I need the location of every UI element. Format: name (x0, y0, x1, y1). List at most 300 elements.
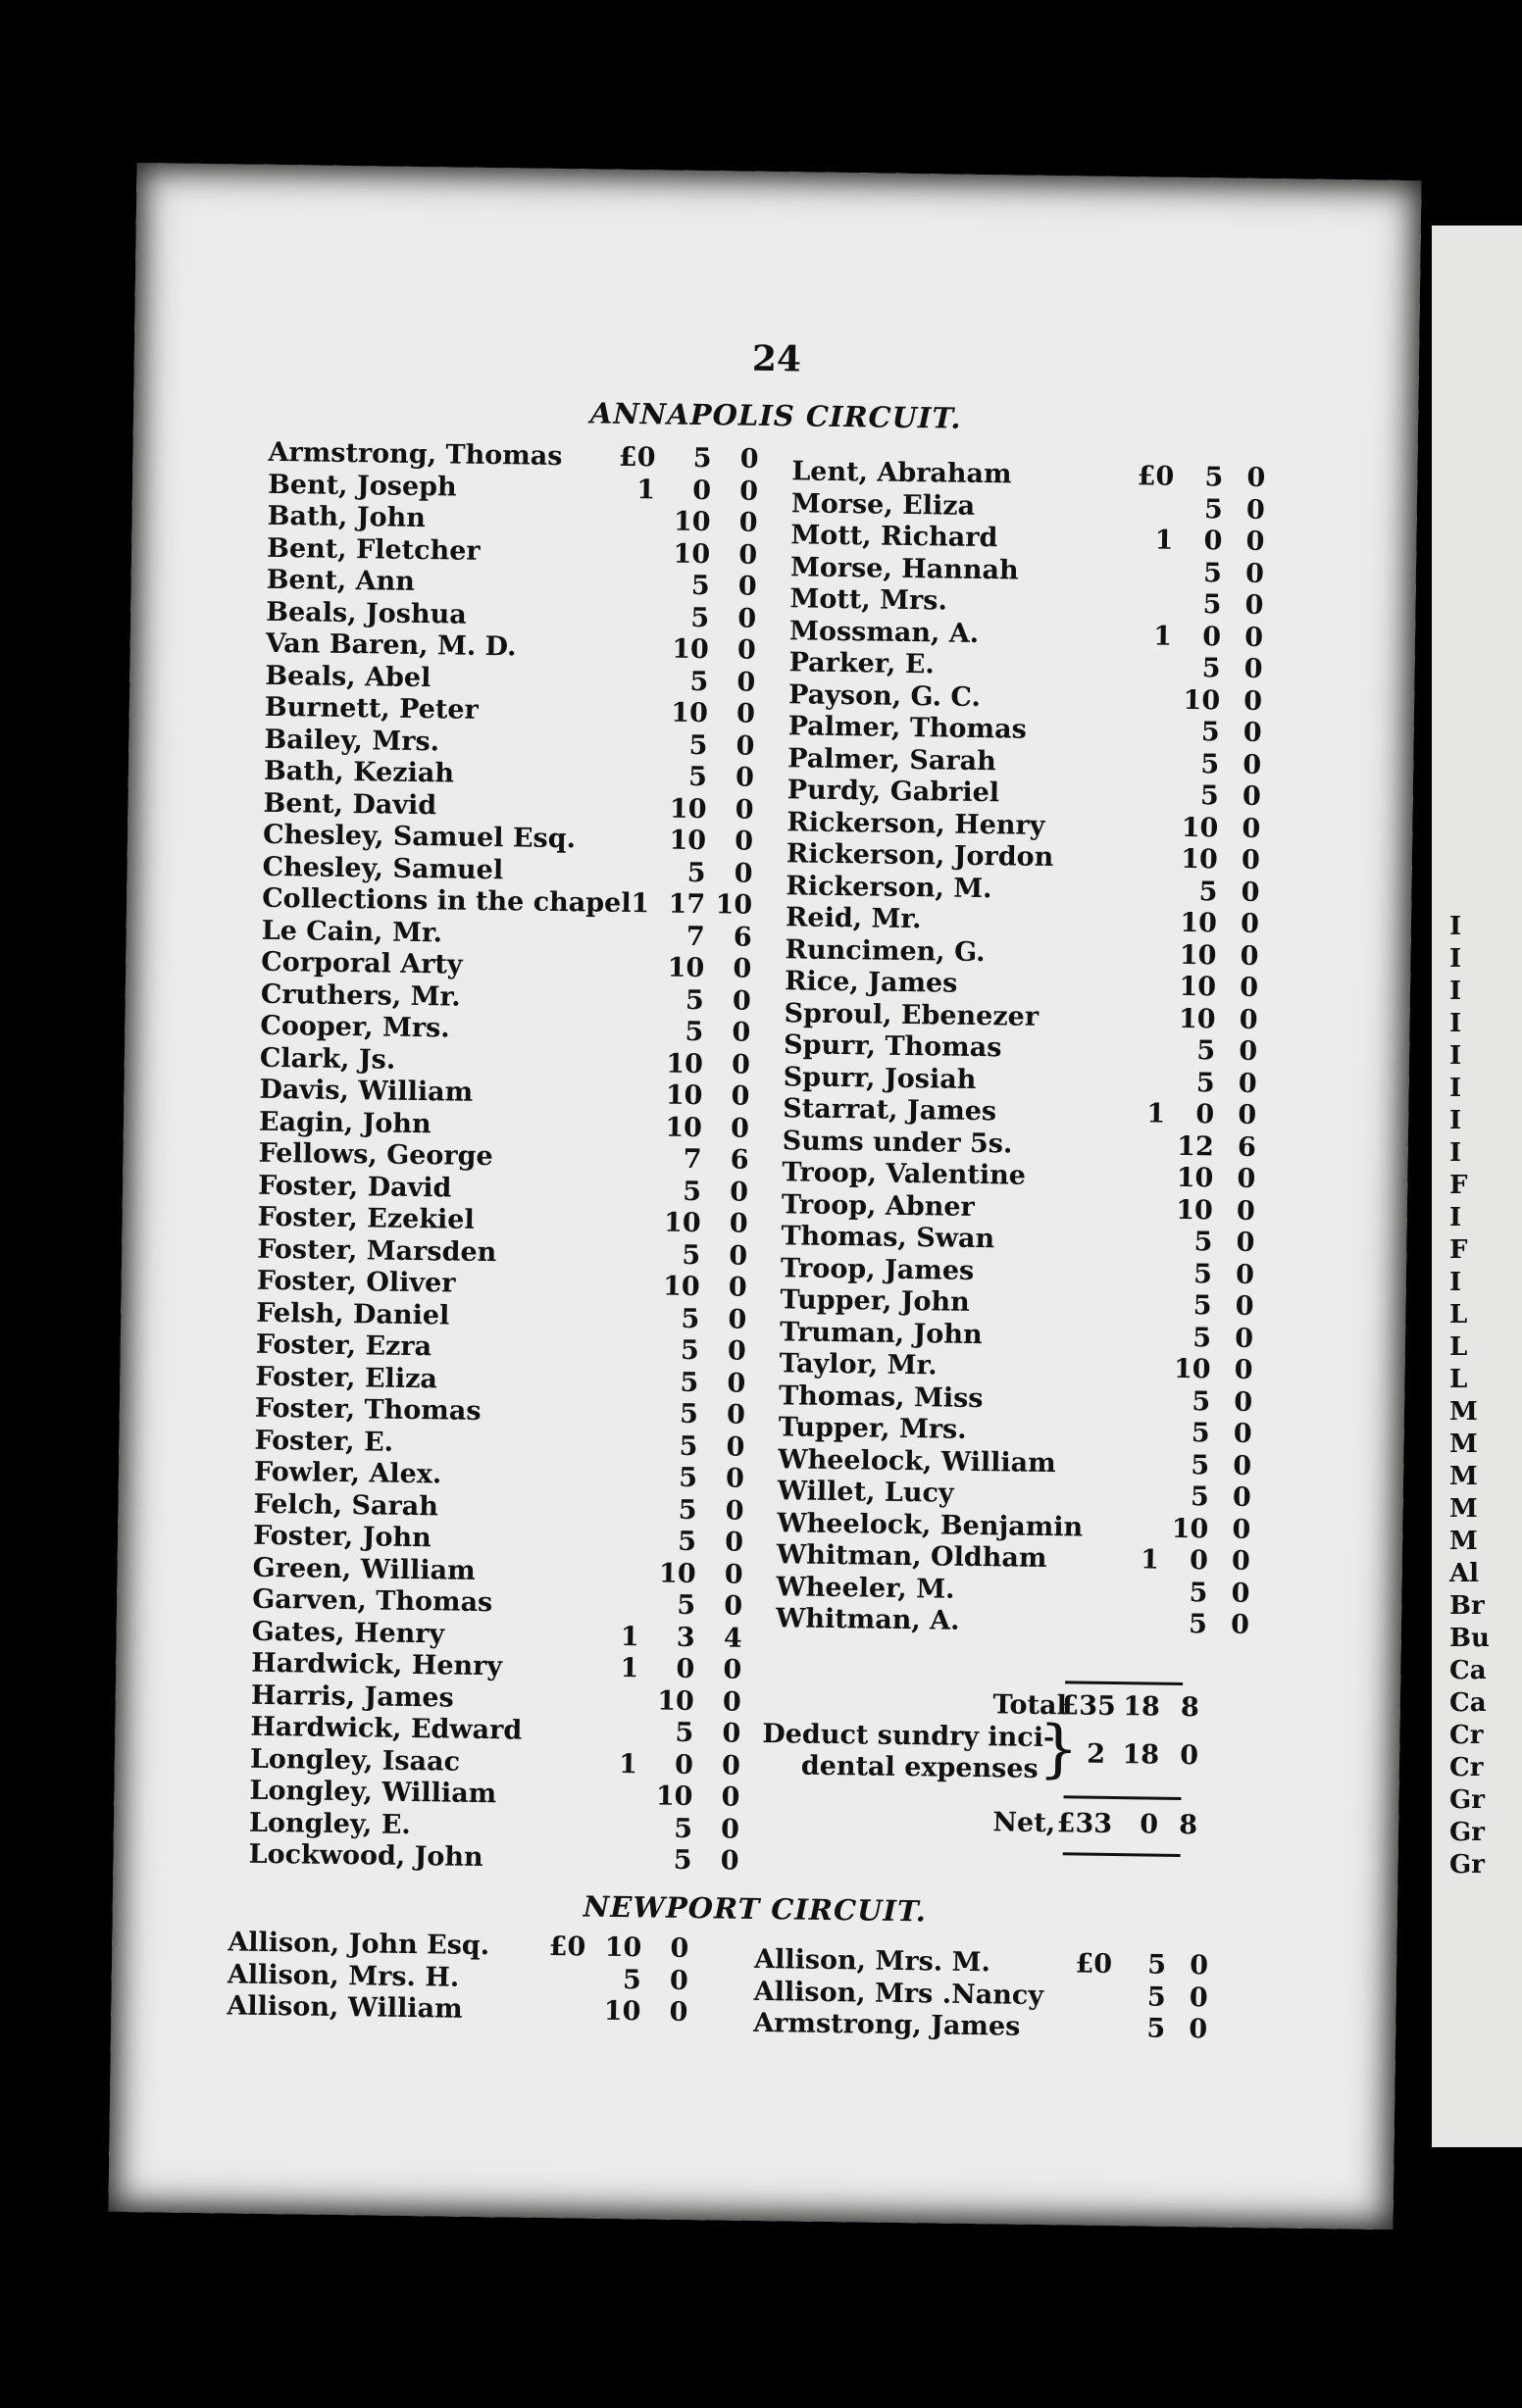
adjacent-page-letter: Br (1449, 1591, 1485, 1621)
amount-shillings: 10 (603, 1995, 641, 2028)
amount-shillings: 5 (1196, 1035, 1216, 1067)
subscriber-name: Troop, James (780, 1252, 975, 1286)
amount-shillings: 5 (1147, 1949, 1167, 1981)
net-shillings: 0 (1140, 1809, 1159, 1840)
deduct-pence: 0 (1180, 1739, 1199, 1772)
amount-pounds (587, 792, 651, 793)
amount-shillings: 10 (657, 1685, 695, 1717)
amount-pence: 0 (736, 634, 756, 666)
subscriber-name: Rice, James (784, 966, 958, 999)
total-label: Total (992, 1689, 1067, 1722)
amount-shillings: 5 (1198, 876, 1218, 907)
amount-shillings: 0 (1189, 1545, 1209, 1577)
newport-circuit-title: NEWPORT CIRCUIT. (583, 1889, 928, 1929)
amount-shillings: 10 (1179, 939, 1217, 971)
annapolis-left-column (248, 436, 759, 1878)
subscriber-name: Rickerson, Henry (786, 806, 1045, 841)
subscriber-name: Whitman, Oldham (776, 1539, 1047, 1575)
amount-pounds (590, 569, 654, 570)
amount-shillings: 10 (1176, 1194, 1214, 1226)
amount-shillings: 5 (1200, 748, 1220, 779)
deduct-line-1: Deduct sundry inci- (762, 1719, 1055, 1754)
amount-pence: 0 (1243, 717, 1262, 749)
amount-pence: 0 (1235, 1290, 1254, 1322)
amount-shillings: 5 (690, 602, 710, 633)
subscriber-name: Foster, Ezra (255, 1329, 432, 1363)
adjacent-page-edge (1432, 226, 1522, 2147)
amount-pounds (1091, 1576, 1159, 1577)
amount-shillings: 5 (1188, 1609, 1208, 1640)
subscriber-name: Garven, Thomas (251, 1583, 493, 1619)
amount-pounds (1052, 2012, 1111, 2013)
amount-pounds (584, 1015, 648, 1016)
amount-shillings: 5 (1146, 2013, 1166, 2044)
amount-shillings: 0 (1203, 526, 1223, 557)
adjacent-page-letter: M (1449, 1430, 1478, 1459)
amount-pounds (584, 951, 648, 952)
subscriber-name: Foster, E. (254, 1425, 394, 1458)
subscriber-name: Runcimen, G. (785, 933, 986, 968)
amount-pounds (580, 1366, 643, 1367)
amount-pence: 4 (723, 1622, 742, 1654)
subscriber-name: Rickerson, Jordon (786, 838, 1054, 874)
amount-pence: 0 (1231, 1545, 1251, 1577)
subscriber-name: Foster, David (257, 1170, 452, 1204)
amount-pounds (1095, 1193, 1164, 1194)
amount-pence: 0 (730, 1177, 749, 1208)
amount-pounds (575, 1684, 638, 1685)
amount-pounds (589, 665, 653, 666)
amount-shillings: 10 (673, 506, 711, 538)
subscriber-name: Thomas, Swan (781, 1221, 995, 1255)
subscriber-name: Fowler, Alex. (253, 1456, 442, 1490)
amount-pence: 0 (1239, 1035, 1258, 1067)
amount-shillings: 5 (1192, 1290, 1212, 1322)
adjacent-page-letter: I (1449, 1138, 1462, 1168)
amount-pence: 0 (1232, 1514, 1251, 1545)
amount-pounds (589, 601, 653, 602)
amount-shillings: 10 (673, 538, 711, 570)
adjacent-page-letter: L (1449, 1365, 1468, 1394)
adjacent-page-letter: Bu (1449, 1624, 1490, 1653)
subscriber-name: Mossman, A. (788, 615, 980, 649)
net-pounds: £33 (1056, 1808, 1113, 1840)
subscriber-name: Bent, Joseph (267, 469, 457, 503)
brace-symbol: } (1038, 1712, 1080, 1786)
amount-shillings: 0 (1202, 621, 1222, 652)
net-underline (1063, 1852, 1181, 1857)
amount-shillings: 10 (665, 1079, 703, 1112)
subscriber-name: Allison, John Esq. (228, 1927, 490, 1962)
amount-pounds (532, 1963, 585, 1964)
subscriber-name: Thomas, Miss (778, 1380, 984, 1414)
subscriber-name: Lent, Abraham (791, 456, 1012, 490)
amount-pounds (1101, 747, 1170, 748)
amount-pence: 0 (721, 1781, 740, 1813)
subscriber-name: Allison, William (227, 1990, 463, 2025)
amount-pence: 6 (730, 1144, 749, 1176)
amount-pence: 0 (1243, 653, 1263, 685)
amount-shillings: 10 (666, 1048, 704, 1079)
amount-pounds (578, 1493, 641, 1494)
adjacent-page-letter: I (1449, 912, 1462, 941)
amount-pounds (1095, 1226, 1164, 1227)
amount-pence: 0 (1233, 1450, 1252, 1481)
amount-shillings: 17 (668, 888, 706, 921)
net-rule (1063, 1795, 1181, 1800)
amount-shillings: 5 (1191, 1418, 1210, 1449)
amount-pounds: 1 (1153, 620, 1173, 652)
amount-shillings: 5 (1192, 1258, 1213, 1289)
amount-pounds: £0 (1075, 1948, 1113, 1981)
amount-pence: 0 (739, 476, 759, 507)
adjacent-page-letter: I (1449, 1106, 1462, 1135)
amount-pence: 0 (1189, 1982, 1208, 2013)
subscriber-name: Mott, Mrs. (789, 583, 948, 617)
amount-pence: 0 (725, 1494, 744, 1527)
adjacent-page-letter: F (1449, 1171, 1468, 1200)
amount-pounds (1105, 492, 1174, 493)
amount-pence: 0 (739, 443, 759, 475)
newport-right-column (753, 1944, 1215, 2046)
adjacent-page-letter: L (1449, 1332, 1468, 1362)
ledger-row (775, 1603, 1250, 1641)
ledger-row (753, 2008, 1214, 2046)
adjacent-page-letter: Ca (1449, 1656, 1487, 1685)
subscriber-name: Harris, James (250, 1680, 454, 1714)
subscriber-name: Corporal Arty (261, 946, 463, 980)
amount-pence: 0 (729, 1208, 748, 1239)
subscriber-name: Eagin, John (258, 1106, 431, 1139)
amount-shillings: 5 (1195, 1067, 1215, 1098)
amount-pounds (1102, 683, 1171, 684)
adjacent-page-letter: Al (1449, 1559, 1480, 1588)
subscriber-name: Cruthers, Mr. (260, 978, 461, 1013)
amount-shillings: 5 (1199, 780, 1219, 812)
subscriber-name: Hardwick, Henry (251, 1647, 503, 1682)
subscriber-name: Bent, David (263, 787, 437, 821)
amount-pounds (581, 1270, 644, 1271)
subscriber-name: Clark, Js. (259, 1042, 396, 1076)
amount-shillings: 5 (1204, 462, 1224, 493)
amount-shillings: 10 (1173, 1353, 1211, 1385)
subscriber-name: Burnett, Peter (264, 691, 479, 726)
total-shillings: 18 (1122, 1691, 1160, 1723)
amount-pounds (588, 696, 652, 697)
amount-pounds (1100, 875, 1169, 876)
amount-pence: 0 (1244, 589, 1264, 622)
subscriber-name: Payson, G. C. (787, 678, 982, 713)
amount-shillings: 5 (1191, 1449, 1210, 1480)
amount-shillings: 5 (1201, 653, 1221, 684)
subscriber-name: Longley, E. (248, 1807, 412, 1840)
deduct-shillings: 18 (1122, 1739, 1160, 1771)
subscriber-name: Lockwood, John (248, 1838, 483, 1874)
amount-pounds (1092, 1417, 1161, 1418)
amount-pence: 0 (735, 762, 755, 793)
subscriber-name: Rickerson, M. (786, 870, 992, 904)
amount-pence: 0 (1246, 462, 1266, 494)
subscriber-name: Bent, Fletcher (266, 532, 481, 567)
subscriber-name: Collections in the chapel (261, 882, 632, 920)
adjacent-page-letter: Cr (1449, 1721, 1484, 1750)
subscriber-name: Davis, William (259, 1074, 474, 1108)
amount-pence: 0 (1233, 1418, 1252, 1449)
amount-shillings: 10 (1178, 1003, 1216, 1034)
adjacent-page-letter: Gr (1449, 1818, 1485, 1847)
amount-pence: 0 (1241, 877, 1260, 908)
amount-pounds (582, 1175, 645, 1176)
amount-pence: 0 (727, 1335, 747, 1367)
amount-pounds: £0 (618, 441, 656, 474)
subscriber-name: Whitman, A. (775, 1603, 960, 1636)
subscriber-name: Bath, John (267, 500, 427, 534)
ledger-page (108, 163, 1421, 2230)
amount-shillings: 10 (665, 1112, 703, 1143)
amount-pounds: £0 (1137, 461, 1175, 492)
amount-shillings: 10 (669, 793, 707, 825)
subscriber-name: Armstrong, James (753, 2007, 1021, 2042)
amount-pence: 0 (726, 1399, 746, 1430)
amount-pence: 0 (728, 1272, 747, 1303)
amount-pence: 0 (1232, 1481, 1251, 1513)
amount-pounds (582, 1206, 645, 1207)
amount-pounds: 1 (631, 888, 650, 920)
subscriber-name: Sums under 5s. (782, 1125, 1013, 1160)
amount-pence: 0 (1231, 1578, 1250, 1609)
subscriber-name: Foster, Ezekiel (257, 1201, 475, 1235)
amount-pence: 0 (1235, 1323, 1254, 1354)
amount-shillings: 10 (1176, 1162, 1214, 1194)
subscriber-name: Felch, Sarah (253, 1488, 439, 1522)
amount-shillings: 10 (671, 697, 709, 729)
amount-pounds (585, 920, 649, 921)
amount-pounds (1091, 1480, 1160, 1481)
amount-shillings: 5 (683, 1176, 702, 1207)
amount-pence: 0 (1241, 844, 1261, 877)
amount-pence: 0 (1190, 1950, 1209, 1982)
amount-pence: 0 (1238, 1068, 1257, 1099)
amount-shillings: 5 (1202, 589, 1222, 621)
amount-pence: 0 (1237, 1163, 1256, 1194)
amount-pounds (586, 856, 650, 857)
amount-shillings: 5 (680, 1367, 699, 1398)
amount-shillings: 0 (676, 1653, 695, 1685)
amount-shillings: 5 (1202, 557, 1223, 588)
amount-pounds (589, 632, 653, 633)
adjacent-page-letter: I (1449, 1203, 1462, 1232)
adjacent-page-letter: I (1449, 944, 1462, 974)
amount-pence: 0 (1189, 2014, 1208, 2045)
subscriber-name: Longley, Isaac (249, 1743, 461, 1778)
amount-pounds (1093, 1321, 1162, 1322)
amount-shillings: 0 (692, 475, 712, 506)
amount-shillings: 5 (681, 1303, 700, 1334)
adjacent-page-letter: I (1449, 1041, 1462, 1071)
amount-pence: 0 (723, 1654, 742, 1685)
subscriber-name: Truman, John (779, 1316, 983, 1350)
amount-shillings: 5 (685, 984, 705, 1016)
subscriber-name: Tupper, John (780, 1284, 971, 1318)
subscriber-name: Allison, Mrs. M. (753, 1943, 991, 1979)
subscriber-name: Palmer, Sarah (787, 742, 996, 777)
amount-pence: 0 (736, 698, 756, 729)
subscriber-name: Chesley, Samuel Esq. (262, 819, 577, 855)
amount-pence: 0 (669, 1996, 688, 2028)
adjacent-page-letter: M (1449, 1494, 1478, 1524)
amount-pounds: 1 (1154, 525, 1174, 556)
amount-shillings: 5 (680, 1334, 700, 1367)
amount-pounds (1099, 907, 1168, 908)
amount-pounds (1104, 588, 1173, 589)
adjacent-page-letter: Gr (1449, 1850, 1485, 1880)
amount-pence: 0 (1234, 1386, 1253, 1418)
amount-pence: 0 (1243, 749, 1262, 780)
amount-shillings: 10 (658, 1558, 696, 1589)
amount-pounds (583, 1047, 647, 1048)
amount-shillings: 5 (673, 1813, 693, 1844)
amount-pence: 0 (735, 794, 754, 826)
subscriber-name: Wheelock, Benjamin (777, 1507, 1084, 1543)
subscriber-name: Reid, Mr. (785, 902, 922, 935)
amount-pence: 0 (1243, 622, 1264, 653)
amount-pounds (583, 1111, 646, 1112)
amount-pence: 0 (736, 667, 756, 698)
amount-pounds (575, 1716, 638, 1717)
adjacent-page-letter: Cr (1449, 1753, 1484, 1782)
amount-shillings: 5 (689, 666, 709, 697)
amount-pounds (573, 1812, 636, 1813)
amount-pence: 0 (1245, 526, 1265, 558)
subscriber-name: Beals, Abel (265, 660, 431, 693)
amount-pounds (584, 983, 648, 984)
amount-pence: 0 (725, 1463, 745, 1494)
subscriber-name: Spurr, Thomas (783, 1029, 1002, 1064)
amount-pounds (1092, 1384, 1161, 1385)
subscriber-name: Fellows, George (258, 1137, 493, 1173)
amount-pounds (587, 760, 651, 761)
amount-shillings: 5 (678, 1462, 698, 1494)
amount-pence: 0 (1243, 685, 1263, 717)
amount-pounds (579, 1397, 642, 1398)
amount-pounds (580, 1333, 643, 1334)
amount-shillings: 5 (682, 1239, 701, 1271)
amount-pounds (581, 1238, 644, 1239)
ledger-row (227, 1990, 688, 2029)
annapolis-right-column (775, 456, 1266, 1641)
subscriber-name: Sproul, Ebenezer (784, 997, 1040, 1032)
amount-pounds (1104, 556, 1173, 557)
amount-pence: 0 (721, 1749, 741, 1781)
subscriber-name: Van Baren, M. D. (265, 627, 517, 663)
amount-pence: 0 (720, 1845, 739, 1877)
amount-pounds (590, 537, 654, 538)
amount-shillings: 10 (667, 952, 705, 984)
subscriber-name: Willet, Lucy (777, 1476, 954, 1509)
subscriber-name: Foster, Eliza (255, 1361, 438, 1394)
amount-pounds (580, 1302, 643, 1303)
subscriber-name: Allison, Mrs. H. (227, 1958, 460, 1993)
subscriber-name: Felsh, Daniel (256, 1297, 450, 1331)
amount-pence: 0 (724, 1590, 743, 1622)
amount-shillings: 5 (1189, 1577, 1208, 1608)
amount-pounds (1097, 1066, 1166, 1067)
amount-pounds (1097, 1034, 1166, 1035)
amount-shillings: 5 (679, 1398, 699, 1430)
amount-shillings: 5 (690, 570, 710, 602)
amount-pounds (588, 728, 652, 729)
amount-pence: 0 (670, 1932, 689, 1964)
amount-shillings: 10 (604, 1931, 642, 1964)
amount-pence: 0 (1240, 940, 1259, 972)
amount-shillings: 5 (678, 1526, 697, 1558)
amount-pounds (1090, 1608, 1158, 1609)
subscriber-name: Tupper, Mrs. (778, 1412, 967, 1445)
amount-shillings: 0 (1195, 1099, 1215, 1130)
amount-pounds (1091, 1448, 1160, 1449)
net-pence: 8 (1179, 1809, 1198, 1841)
amount-shillings: 5 (679, 1430, 698, 1462)
deduct-pounds: 2 (1087, 1738, 1106, 1770)
adjacent-page-letter: M (1449, 1397, 1478, 1427)
adjacent-page-letter: I (1449, 977, 1462, 1006)
amount-pence: 0 (1236, 1227, 1255, 1258)
amount-pence: 0 (1236, 1195, 1256, 1227)
subscriber-name: Armstrong, Thomas (268, 436, 563, 473)
amount-shillings: 10 (1171, 1513, 1209, 1544)
amount-pounds (1103, 652, 1172, 653)
amount-shillings: 10 (655, 1781, 693, 1813)
amount-pence: 0 (724, 1558, 743, 1590)
amount-pounds (1091, 1512, 1160, 1513)
amount-pence: 0 (731, 1080, 750, 1112)
amount-pence: 0 (1245, 494, 1266, 526)
amount-pounds (1096, 1162, 1165, 1163)
amount-shillings: 10 (669, 825, 707, 857)
subscriber-name: Le Cain, Mr. (261, 915, 443, 948)
subscriber-name: Palmer, Thomas (787, 711, 1028, 745)
adjacent-page-letter: M (1449, 1527, 1478, 1556)
subscriber-name: Troop, Abner (781, 1188, 976, 1223)
amount-pounds: £0 (548, 1931, 586, 1963)
amount-pounds (1099, 938, 1168, 939)
amount-pence: 0 (737, 603, 757, 634)
subscriber-name: Bath, Keziah (263, 755, 455, 789)
subscriber-name: Starrat, James (783, 1093, 997, 1128)
amount-pence: 0 (1244, 558, 1265, 589)
amount-pence: 0 (736, 730, 755, 762)
subscriber-name: Bent, Ann (266, 564, 416, 597)
amount-shillings: 5 (1193, 1227, 1213, 1258)
amount-shillings: 5 (1192, 1322, 1212, 1353)
amount-pounds (591, 505, 655, 506)
amount-pounds: 1 (1146, 1098, 1166, 1129)
subscriber-name: Foster, Thomas (254, 1392, 482, 1427)
subscriber-name: Chesley, Samuel (262, 851, 504, 885)
subscriber-name: Gates, Henry (251, 1616, 445, 1649)
amount-pence: 0 (1234, 1354, 1253, 1385)
amount-pounds (1094, 1289, 1163, 1290)
amount-pence: 0 (732, 985, 751, 1017)
amount-shillings: 10 (1183, 684, 1221, 716)
subscriber-name: Wheelock, William (778, 1443, 1056, 1479)
subscriber-name: Bailey, Mrs. (264, 724, 440, 757)
amount-shillings: 5 (678, 1494, 697, 1526)
subscriber-name: Beals, Joshua (266, 596, 467, 630)
subscriber-name: Cooper, Mrs. (260, 1010, 450, 1044)
amount-pence: 0 (727, 1367, 746, 1399)
amount-shillings: 5 (1190, 1481, 1209, 1513)
